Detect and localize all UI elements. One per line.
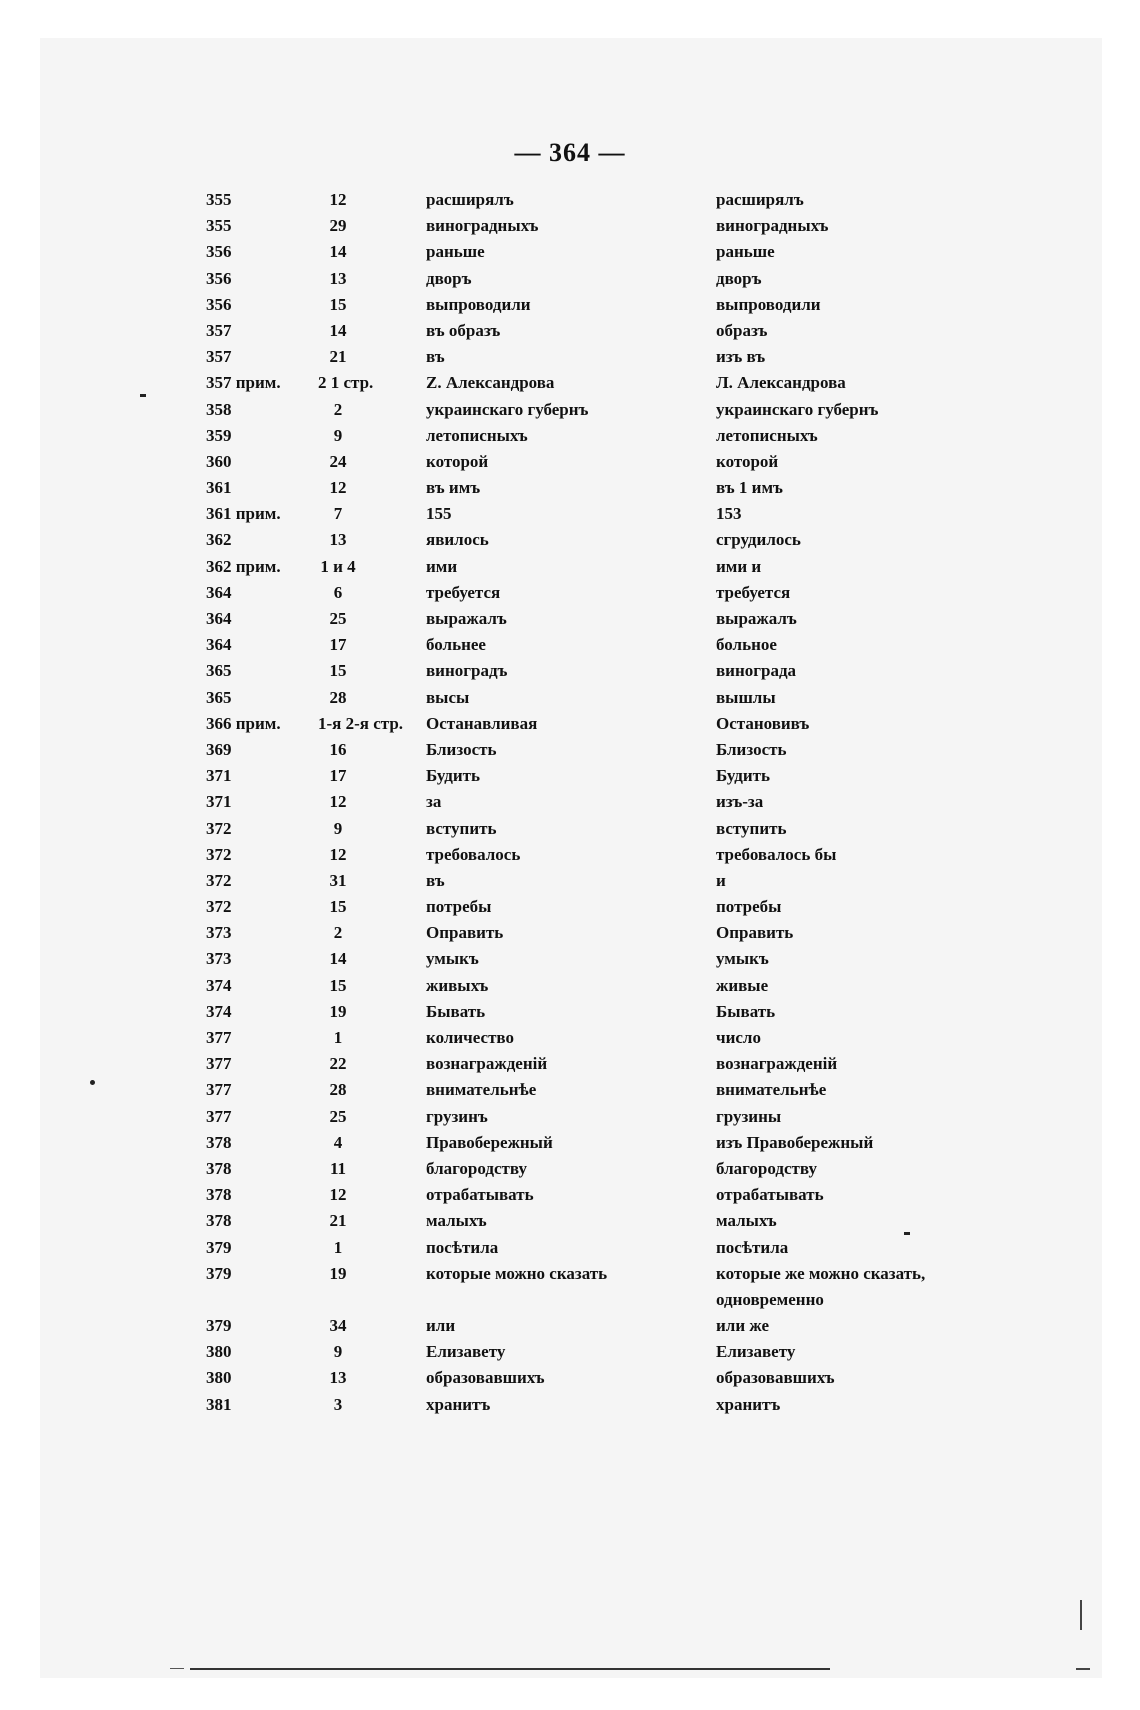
- errata-line: 24: [329, 451, 347, 471]
- errata-read: вознагражденій: [716, 1054, 838, 1074]
- errata-read: малыхъ: [716, 1211, 777, 1231]
- errata-row: [206, 1107, 1036, 1133]
- errata-row: [206, 976, 1036, 1002]
- errata-printed: виноградныхъ: [426, 216, 539, 236]
- errata-row: [206, 661, 1036, 687]
- errata-page: 374: [206, 975, 232, 995]
- errata-line: 21: [329, 347, 347, 367]
- errata-printed: выражалъ: [426, 609, 507, 628]
- errata-read: вышлы: [716, 687, 776, 707]
- errata-page: 364: [206, 582, 232, 602]
- errata-row: [206, 452, 1036, 478]
- errata-line: 28: [329, 1080, 347, 1100]
- errata-read: изъ-за: [716, 792, 764, 812]
- errata-row: [206, 373, 1036, 399]
- errata-page: 381: [206, 1394, 232, 1414]
- errata-row: [206, 1238, 1036, 1264]
- errata-read: которой: [716, 451, 779, 471]
- errata-line: 12: [329, 844, 347, 864]
- errata-row: [206, 1080, 1036, 1106]
- errata-row-continuation: [206, 1290, 1036, 1316]
- errata-line: 28: [329, 687, 347, 707]
- errata-page: 371: [206, 766, 232, 786]
- errata-line: 1: [333, 1237, 343, 1257]
- errata-page: 373: [206, 923, 232, 943]
- errata-page: 372: [206, 844, 232, 864]
- errata-read: отрабатывать: [716, 1185, 824, 1205]
- errata-line: 11: [329, 1158, 347, 1178]
- errata-read: посѣтила: [716, 1237, 789, 1257]
- errata-row: [206, 347, 1036, 373]
- errata-line: 17: [329, 766, 347, 786]
- errata-row: [206, 635, 1036, 661]
- errata-page: 361 прим.: [206, 504, 281, 524]
- errata-printed: требовалось: [426, 844, 521, 864]
- scan-speck: [904, 1232, 910, 1235]
- errata-printed: дворъ: [426, 268, 472, 288]
- errata-printed: летописныхъ: [426, 425, 528, 445]
- errata-read: и: [716, 870, 726, 890]
- errata-table: [206, 190, 1036, 1421]
- errata-line: 29: [329, 216, 347, 236]
- errata-row: [206, 190, 1036, 216]
- errata-printed: Оправить: [426, 923, 504, 943]
- errata-printed: потребы: [426, 897, 492, 917]
- errata-row: [206, 530, 1036, 556]
- errata-read: въ 1 имъ: [716, 478, 783, 498]
- errata-printed: 155: [426, 504, 452, 524]
- errata-printed: больнее: [426, 635, 486, 655]
- errata-read: число: [716, 1028, 761, 1047]
- errata-row: [206, 1211, 1036, 1237]
- errata-line: 16: [329, 739, 347, 759]
- errata-read: которые же можно сказать,: [716, 1263, 926, 1283]
- errata-row: [206, 478, 1036, 504]
- errata-printed: вознагражденій: [426, 1054, 548, 1074]
- errata-row: [206, 583, 1036, 609]
- errata-read: летописныхъ: [716, 425, 818, 445]
- errata-line: 3: [333, 1394, 343, 1414]
- errata-line: 25: [329, 609, 347, 628]
- errata-read: грузины: [716, 1106, 782, 1126]
- errata-row: [206, 269, 1036, 295]
- errata-printed: высы: [426, 687, 470, 707]
- scan-speck: [1080, 1600, 1082, 1630]
- errata-page: 377: [206, 1080, 232, 1100]
- errata-page: 369: [206, 739, 232, 759]
- errata-row: [206, 714, 1036, 740]
- errata-page: 378: [206, 1132, 232, 1152]
- errata-line: 7: [333, 504, 343, 524]
- errata-printed: Будить: [426, 766, 480, 786]
- scan-speck: [140, 394, 146, 397]
- errata-printed: внимательнѣе: [426, 1080, 537, 1100]
- errata-line: 14: [329, 242, 347, 262]
- errata-printed: или: [426, 1316, 456, 1336]
- errata-row: [206, 871, 1036, 897]
- errata-read-continuation: одновременно: [716, 1289, 824, 1309]
- errata-read: дворъ: [716, 268, 762, 288]
- errata-page: 372: [206, 818, 232, 838]
- errata-read: выпроводили: [716, 294, 821, 314]
- errata-printed: Елизавету: [426, 1342, 506, 1362]
- footer-rule: [190, 1668, 830, 1670]
- errata-read: требовалось бы: [716, 844, 837, 864]
- errata-printed: украинскаго губернъ: [426, 399, 589, 419]
- errata-page: 378: [206, 1158, 232, 1178]
- errata-row: [206, 1368, 1036, 1394]
- errata-line: 1 и 4: [320, 556, 356, 576]
- errata-row: [206, 426, 1036, 452]
- errata-line: 25: [329, 1106, 347, 1126]
- errata-line: 17: [329, 635, 347, 655]
- errata-read: Елизавету: [716, 1342, 796, 1362]
- errata-row: [206, 1054, 1036, 1080]
- errata-read: или же: [716, 1316, 770, 1336]
- errata-printed: умыкъ: [426, 949, 479, 969]
- errata-page: 365: [206, 687, 232, 707]
- errata-page: 356: [206, 242, 232, 262]
- errata-row: [206, 740, 1036, 766]
- errata-page: 366 прим.: [206, 713, 281, 733]
- errata-row: [206, 897, 1036, 923]
- errata-read: изъ Правобережный: [716, 1132, 874, 1152]
- errata-row: [206, 1395, 1036, 1421]
- errata-line: 15: [329, 294, 347, 314]
- errata-line: 9: [333, 818, 343, 838]
- errata-read: выражалъ: [716, 609, 797, 628]
- errata-page: 362 прим.: [206, 556, 281, 576]
- errata-row: [206, 1316, 1036, 1342]
- errata-line: 13: [329, 530, 347, 550]
- errata-row: [206, 400, 1036, 426]
- errata-read: Л. Александрова: [716, 373, 846, 393]
- errata-page: 355: [206, 190, 232, 209]
- errata-printed: малыхъ: [426, 1211, 487, 1231]
- errata-printed: въ образъ: [426, 320, 501, 340]
- errata-row: [206, 1342, 1036, 1368]
- page-number: — 364 —: [514, 138, 626, 167]
- errata-row: [206, 242, 1036, 268]
- errata-page: 362: [206, 530, 232, 550]
- errata-line: 12: [329, 792, 347, 812]
- errata-line: 2 1 стр.: [318, 373, 374, 393]
- errata-row: [206, 923, 1036, 949]
- errata-page: 355: [206, 216, 232, 236]
- errata-line: 1-я 2-я стр.: [318, 713, 404, 733]
- errata-line: 9: [333, 425, 343, 445]
- errata-page: 359: [206, 425, 232, 445]
- errata-read: расширялъ: [716, 190, 804, 209]
- errata-row: [206, 609, 1036, 635]
- errata-page: 380: [206, 1368, 232, 1388]
- errata-page: 357 прим.: [206, 373, 281, 393]
- errata-line: 15: [329, 975, 347, 995]
- errata-printed: явилось: [426, 530, 489, 550]
- errata-printed: выпроводили: [426, 294, 531, 314]
- errata-line: 22: [329, 1054, 347, 1074]
- errata-line: 31: [329, 870, 347, 890]
- errata-printed: Правобережный: [426, 1132, 553, 1152]
- errata-line: 6: [333, 582, 343, 602]
- errata-read: вступить: [716, 818, 787, 838]
- errata-printed: расширялъ: [426, 190, 514, 209]
- errata-printed: виноградъ: [426, 661, 508, 681]
- errata-read: Оправить: [716, 923, 794, 943]
- errata-printed: грузинъ: [426, 1106, 488, 1126]
- errata-line: 15: [329, 897, 347, 917]
- errata-printed: отрабатывать: [426, 1185, 534, 1205]
- errata-row: [206, 504, 1036, 530]
- errata-printed: хранитъ: [426, 1394, 491, 1414]
- errata-printed: Близость: [426, 739, 497, 759]
- errata-page: 377: [206, 1106, 232, 1126]
- errata-line: 19: [329, 1001, 347, 1021]
- errata-page: 357: [206, 320, 232, 340]
- errata-printed: въ имъ: [426, 478, 481, 498]
- errata-printed: за: [426, 792, 442, 812]
- errata-printed: благородству: [426, 1158, 527, 1178]
- errata-line: 21: [329, 1211, 347, 1231]
- errata-printed: вступить: [426, 818, 497, 838]
- errata-row: [206, 295, 1036, 321]
- errata-line: 14: [329, 320, 347, 340]
- errata-read: Остановивъ: [716, 713, 810, 733]
- errata-row: [206, 766, 1036, 792]
- errata-read: Близость: [716, 739, 787, 759]
- errata-line: 2: [333, 923, 343, 943]
- errata-page: 356: [206, 268, 232, 288]
- errata-printed: посѣтила: [426, 1237, 499, 1257]
- errata-read: хранитъ: [716, 1394, 781, 1414]
- errata-page: 379: [206, 1263, 232, 1283]
- errata-read: образъ: [716, 320, 768, 340]
- errata-printed: ими: [426, 556, 458, 576]
- errata-page: 379: [206, 1237, 232, 1257]
- errata-read: винограда: [716, 661, 797, 681]
- errata-read: 153: [716, 504, 742, 524]
- errata-page: 377: [206, 1054, 232, 1074]
- errata-read: Бывать: [716, 1001, 776, 1021]
- errata-page: 374: [206, 1001, 232, 1021]
- errata-line: 13: [329, 1368, 347, 1388]
- errata-printed: которой: [426, 451, 489, 471]
- errata-read: потребы: [716, 897, 782, 917]
- errata-page: 357: [206, 347, 232, 367]
- errata-page: 373: [206, 949, 232, 969]
- errata-line: 4: [333, 1132, 343, 1152]
- errata-page: 378: [206, 1185, 232, 1205]
- errata-row: [206, 1185, 1036, 1211]
- errata-line: 34: [329, 1316, 347, 1336]
- errata-row: [206, 321, 1036, 347]
- errata-read: ими и: [716, 556, 762, 576]
- errata-printed: въ: [426, 870, 445, 890]
- errata-page: 372: [206, 897, 232, 917]
- errata-line: 15: [329, 661, 347, 681]
- errata-row: [206, 819, 1036, 845]
- errata-row: [206, 557, 1036, 583]
- errata-page: 380: [206, 1342, 232, 1362]
- errata-printed: Бывать: [426, 1001, 486, 1021]
- errata-read: образовавшихъ: [716, 1368, 835, 1388]
- errata-printed: которые можно сказать: [426, 1263, 608, 1283]
- errata-page: 378: [206, 1211, 232, 1231]
- errata-line: 1: [333, 1028, 343, 1047]
- errata-page: 377: [206, 1028, 232, 1047]
- errata-read: Будить: [716, 766, 770, 786]
- errata-printed: требуется: [426, 582, 501, 602]
- errata-line: 13: [329, 268, 347, 288]
- errata-page: 356: [206, 294, 232, 314]
- footer-dash: [1076, 1668, 1090, 1670]
- errata-line: 2: [333, 399, 343, 419]
- errata-page: 361: [206, 478, 232, 498]
- scan-speck: [90, 1080, 95, 1085]
- errata-printed: количество: [426, 1028, 514, 1047]
- errata-read: живые: [716, 975, 769, 995]
- errata-read: украинскаго губернъ: [716, 399, 879, 419]
- errata-line: 12: [329, 478, 347, 498]
- errata-row: [206, 1264, 1036, 1290]
- errata-row: [206, 688, 1036, 714]
- errata-read: внимательнѣе: [716, 1080, 827, 1100]
- errata-row: [206, 216, 1036, 242]
- errata-line: 14: [329, 949, 347, 969]
- errata-read: благородству: [716, 1158, 817, 1178]
- errata-row: [206, 1002, 1036, 1028]
- errata-row: [206, 845, 1036, 871]
- errata-printed: Останавливая: [426, 713, 538, 733]
- errata-printed: образовавшихъ: [426, 1368, 545, 1388]
- errata-page: 371: [206, 792, 232, 812]
- errata-row: [206, 792, 1036, 818]
- footer-rule: [170, 1668, 184, 1669]
- errata-line: 12: [329, 1185, 347, 1205]
- errata-row: [206, 1028, 1036, 1054]
- errata-read: требуется: [716, 582, 791, 602]
- errata-page: 379: [206, 1316, 232, 1336]
- errata-page: 358: [206, 399, 232, 419]
- errata-row: [206, 1159, 1036, 1185]
- errata-page: 372: [206, 870, 232, 890]
- errata-line: 12: [329, 190, 347, 209]
- errata-page: 364: [206, 609, 232, 628]
- errata-page: 360: [206, 451, 232, 471]
- errata-printed: живыхъ: [426, 975, 489, 995]
- errata-printed: въ: [426, 347, 445, 367]
- errata-page: 365: [206, 661, 232, 681]
- errata-page: 364: [206, 635, 232, 655]
- errata-read: изъ въ: [716, 347, 766, 367]
- errata-read: больное: [716, 635, 777, 655]
- errata-read: умыкъ: [716, 949, 769, 969]
- errata-read: раньше: [716, 242, 775, 262]
- errata-row: [206, 949, 1036, 975]
- errata-printed: раньше: [426, 242, 485, 262]
- errata-row: [206, 1133, 1036, 1159]
- errata-read: сгрудилось: [716, 530, 801, 550]
- errata-line: 19: [329, 1263, 347, 1283]
- errata-printed: Z. Александрова: [426, 373, 555, 393]
- errata-read: виноградныхъ: [716, 216, 829, 236]
- errata-line: 9: [333, 1342, 343, 1362]
